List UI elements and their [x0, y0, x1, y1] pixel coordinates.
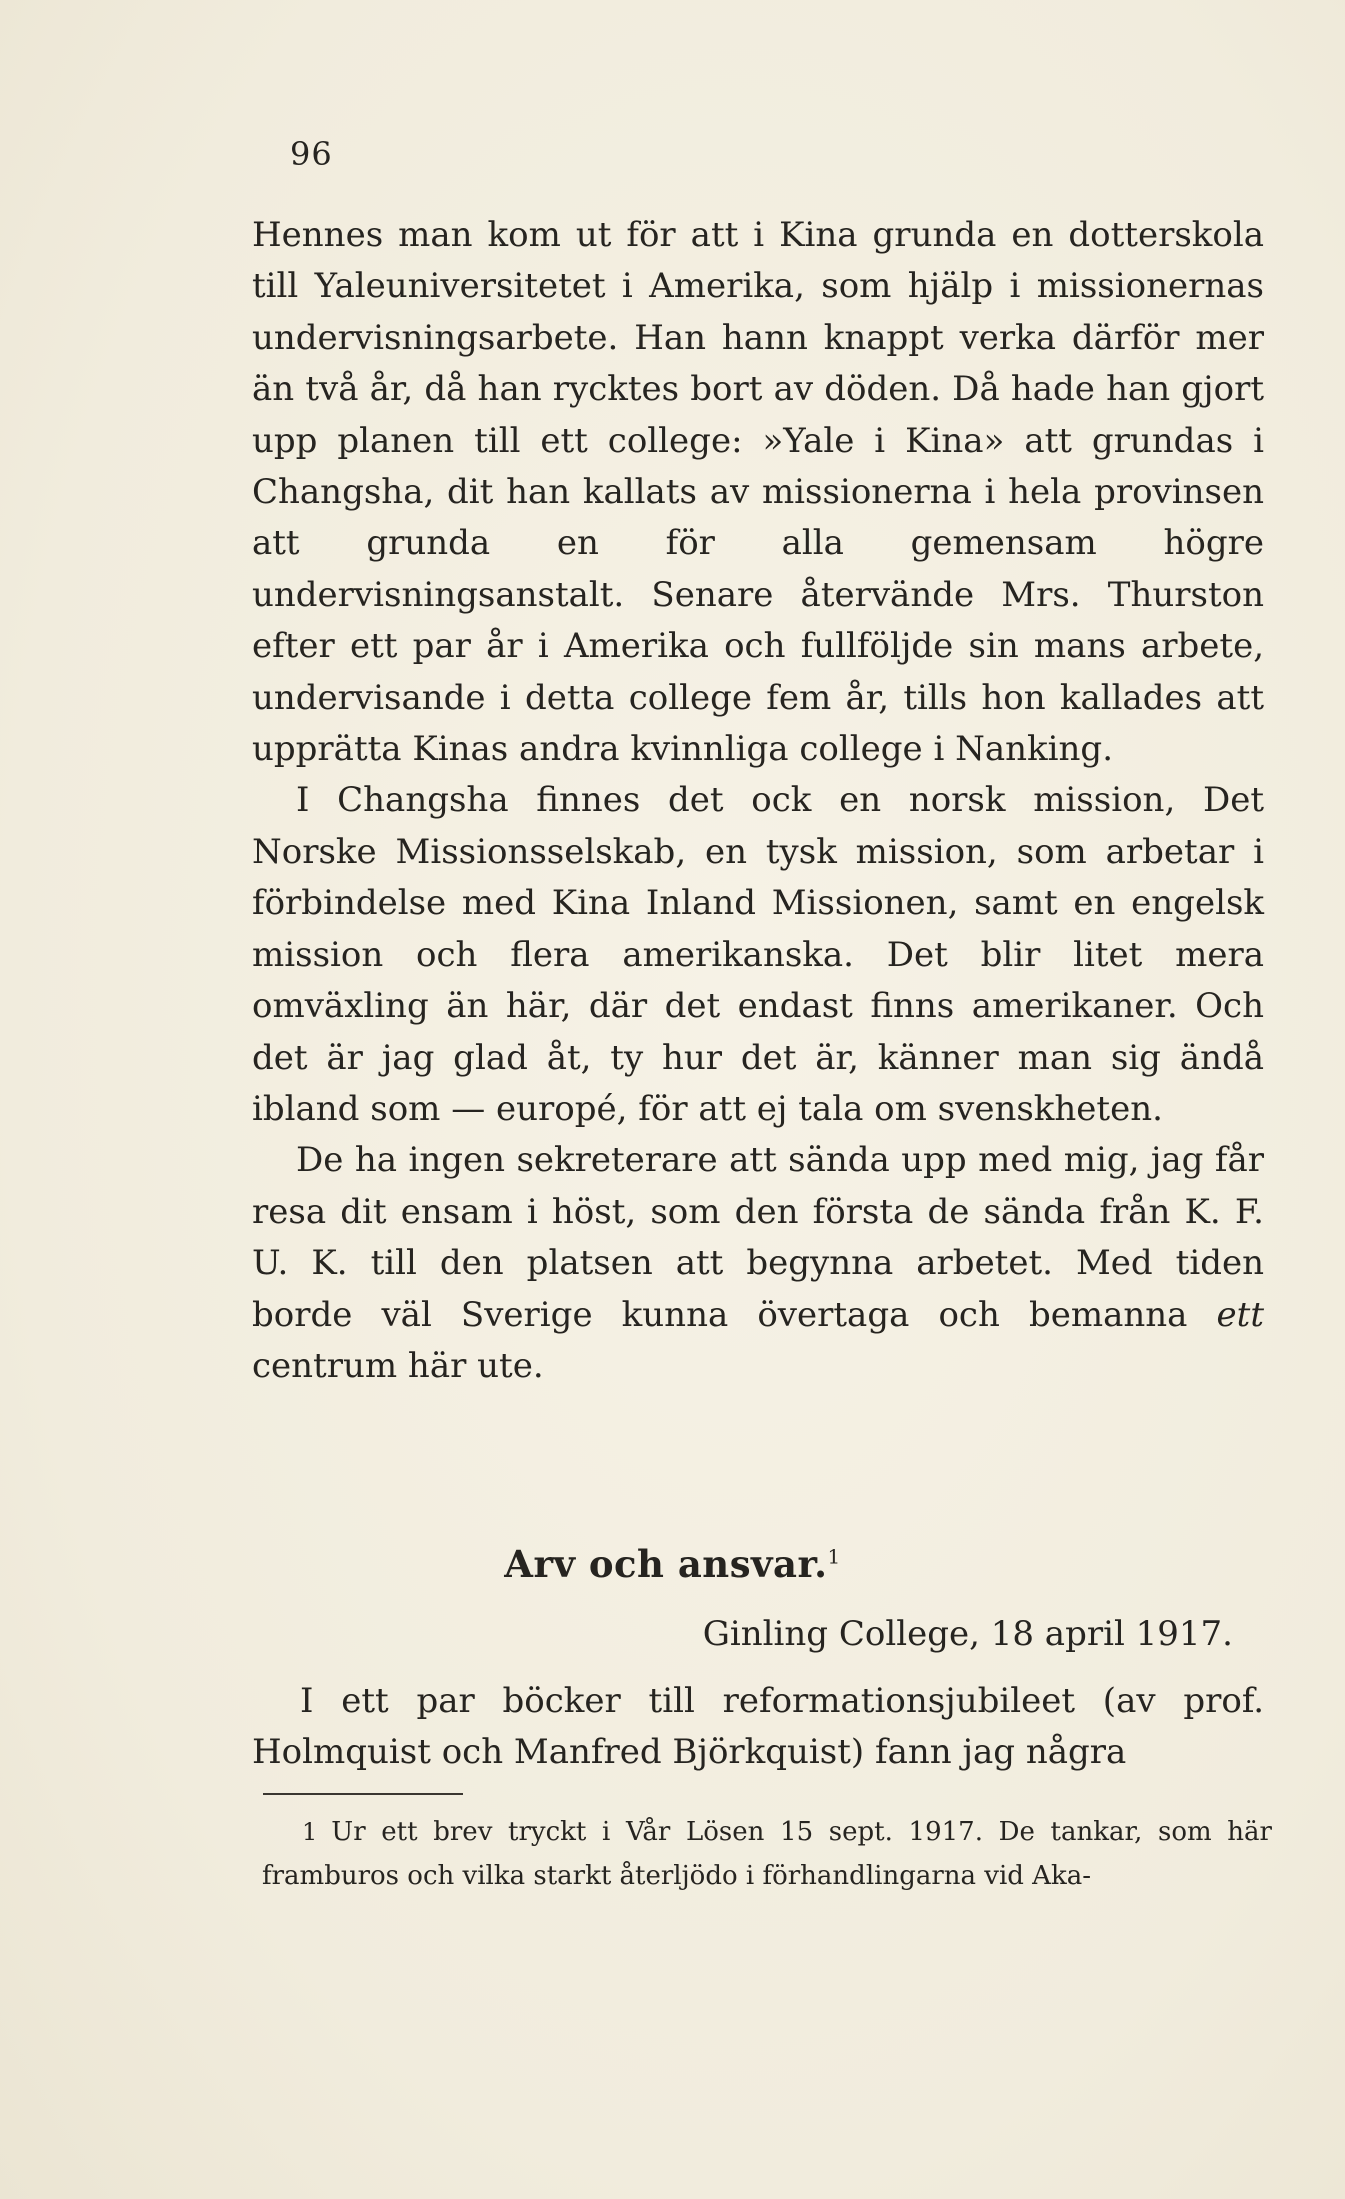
section-text-block: [252, 1676, 1264, 1779]
footnote: [262, 1810, 1272, 1898]
footnote-reference: 1: [827, 1544, 841, 1569]
footnote-marker: 1: [302, 1818, 318, 1846]
section-paragraph-1: I ett par böcker till reformationsjubileet (av prof. Holmquist och Manfred Björkquist) fann jag några: [252, 1681, 1264, 1773]
paragraph-3-start: De ha ingen sekreterare att sända upp med mig, jag får resa dit ensam i höst, som den första de sända från K. F. U. K. till den platsen att begynna arbetet. Med tiden borde väl Sverige kunna övertaga och bemanna: [252, 1140, 1264, 1335]
paragraph-1: Hennes man kom ut för att i Kina grunda en dotterskola till Yaleuniversitetet i Amerika, som hjälp i missionernas undervisningsarbete. Han hann knappt verka därför mer än två år, då han rycktes bort av döden. Då hade han gjort upp planen till ett college: »Yale i Kina» att grundas i Changsha, dit han kallats av missionerna i hela provinsen att grunda en för alla gemensam högre undervisningsanstalt. Senare återvände Mrs. Thurston efter ett par år i Amerika och fullföljde sin mans arbete, undervisande i detta college fem år, tills hon kallades att upprätta Kinas andra kvinnliga college i Nanking.: [252, 215, 1264, 770]
paragraph-3-italic: ett: [1216, 1294, 1264, 1335]
main-text-block: [252, 210, 1264, 1392]
footnote-paragraph: [262, 1810, 1272, 1898]
paragraph-2: I Changsha finnes det ock en norsk mission, Det Norske Missionsselskab, en tysk mission, som arbetar i förbindelse med Kina Inland Missionen, samt en engelsk mission och flera amerikanska. Det blir litet mera omväxling än här, där det endast finns amerikaner. Och det är jag glad åt, ty hur det är, känner man sig ändå ibland som — europé, för att ej tala om svenskheten.: [252, 780, 1264, 1129]
footnote-divider: [263, 1793, 463, 1795]
page-number: 96: [290, 135, 333, 173]
paragraph-3-end: centrum här ute.: [252, 1345, 544, 1386]
section-title: Arv och ansvar.: [504, 1542, 828, 1586]
footnote-text: Ur ett brev tryckt i Vår Lösen 15 sept. 1917. De tankar, som här framburos och vilka starkt återljödo i förhandlingarna vid Aka-: [262, 1817, 1272, 1891]
paragraph-3: [252, 1135, 1264, 1392]
letter-dateline: Ginling College, 18 april 1917.: [702, 1614, 1233, 1654]
section-heading: [0, 1542, 1345, 1586]
